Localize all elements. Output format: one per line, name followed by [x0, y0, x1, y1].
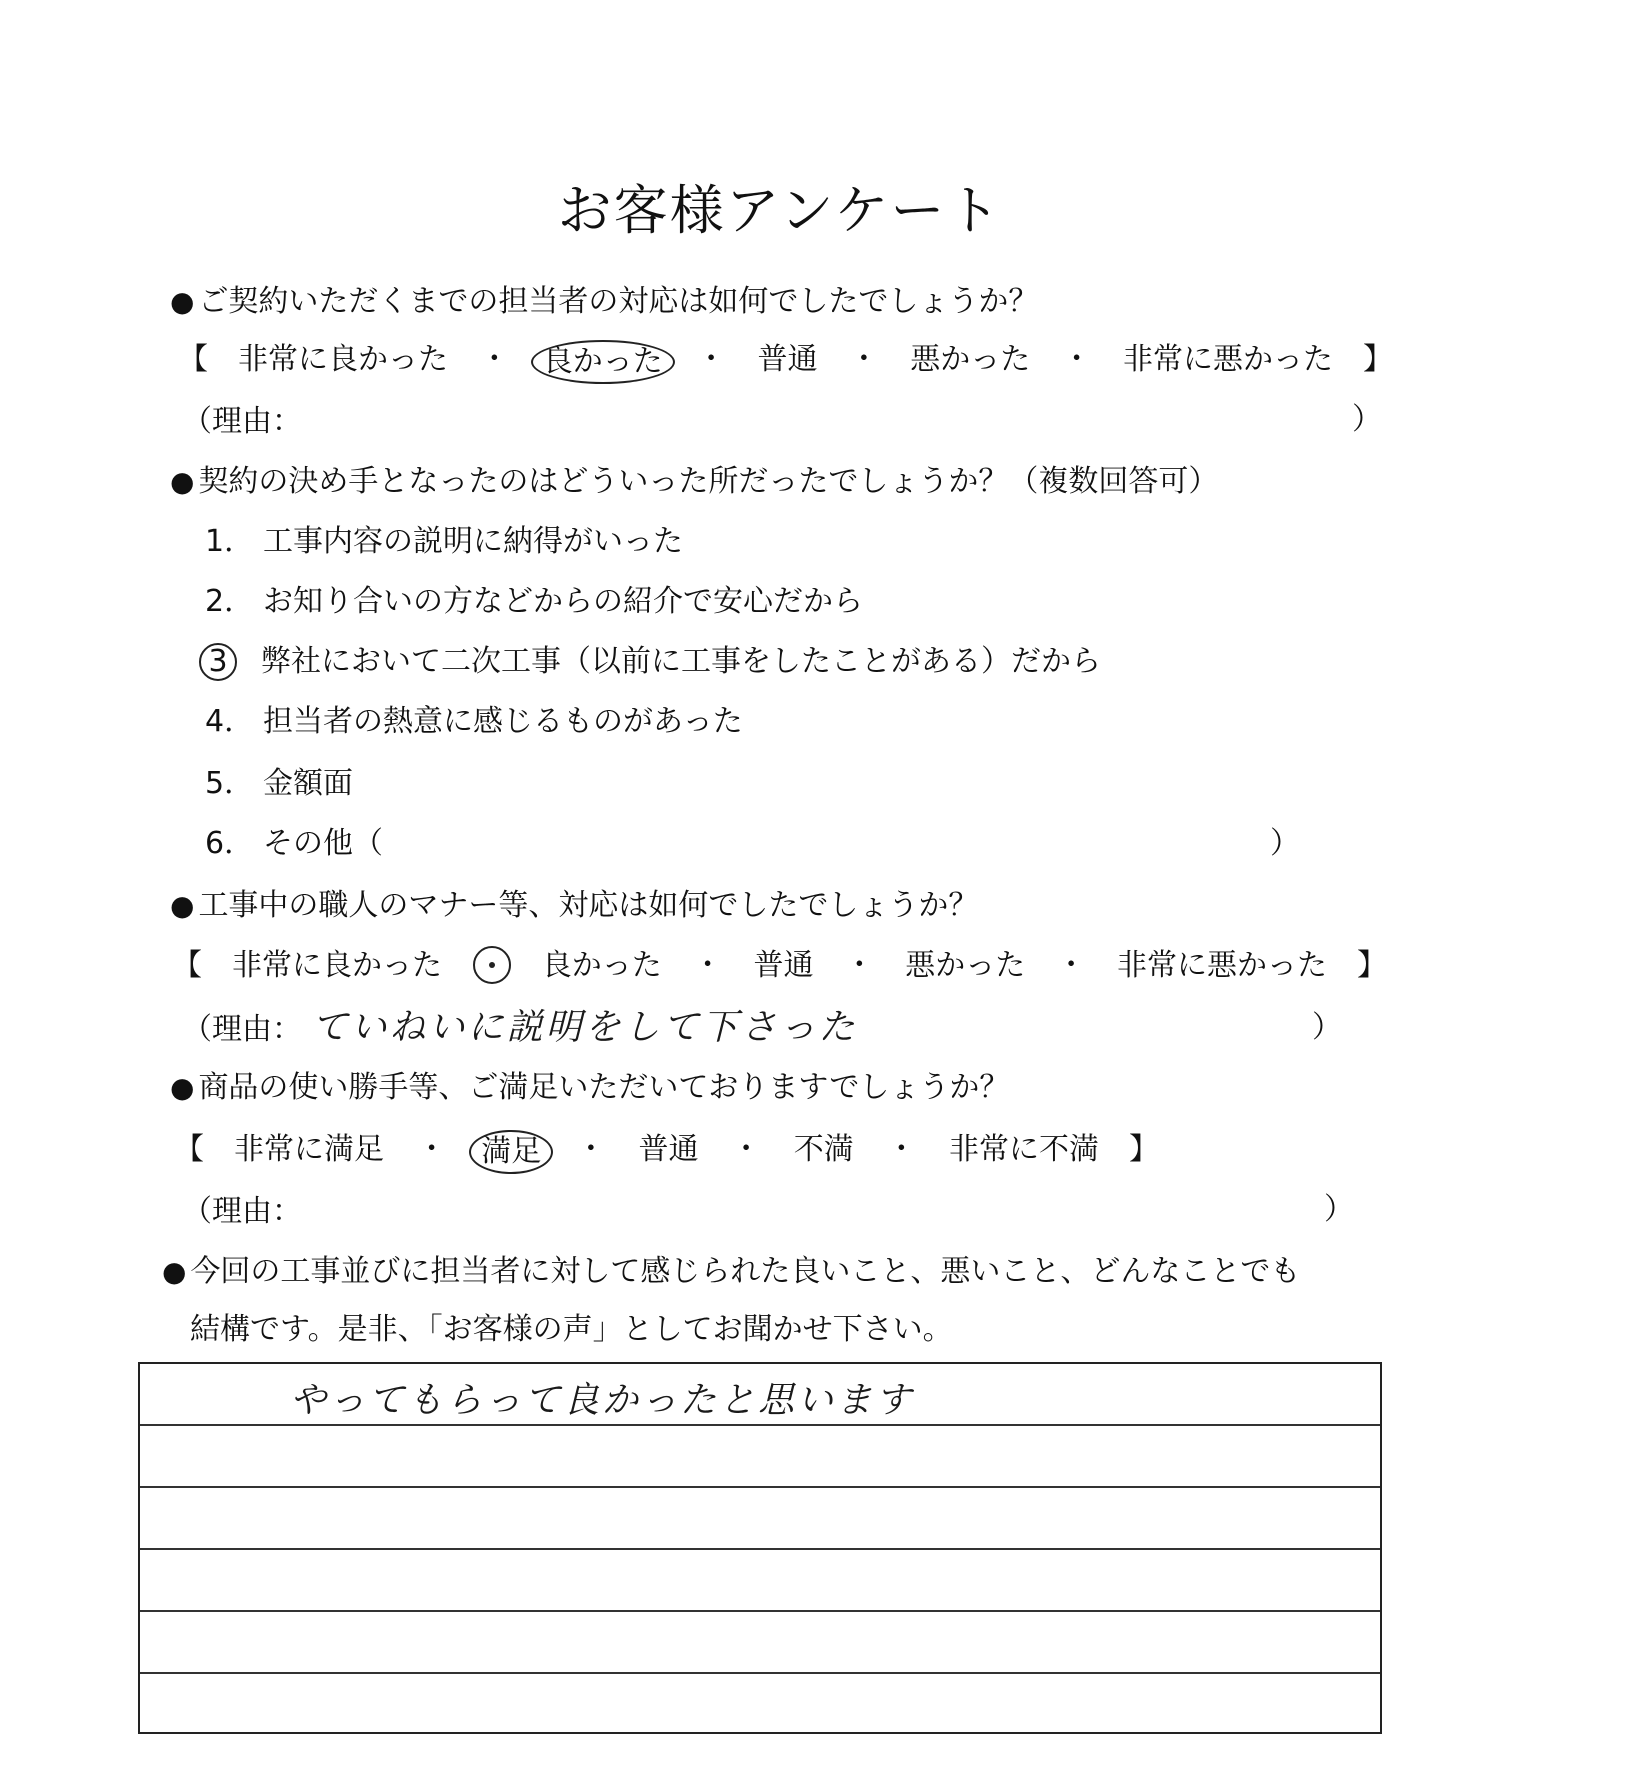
choice-normal[interactable]: 普通 — [753, 948, 814, 983]
choice-very-dissatisfied[interactable]: 非常に不満 】 — [949, 1132, 1159, 1167]
separator: ・ — [1056, 948, 1087, 983]
question-5-line-2 — [190, 1310, 953, 1350]
choice-normal[interactable]: 普通 — [638, 1132, 699, 1167]
option-2[interactable] — [205, 582, 863, 622]
bullet-icon: ● — [170, 285, 195, 318]
option-label: 弊社において二次工事（以前に工事をしたことがある）だから — [261, 644, 1101, 679]
reason-close: ） — [1324, 1192, 1354, 1227]
question-4-choices — [174, 1130, 1159, 1174]
choice-bad[interactable]: 悪かった — [910, 342, 1031, 377]
bullet-icon: ● — [170, 1071, 195, 1104]
option-label: 工事内容の説明に納得がいった — [263, 524, 683, 559]
question-2-text: 契約の決め手となったのはどういった所だったでしょうか？（複数回答可） — [198, 464, 1219, 499]
question-4 — [170, 1068, 1009, 1108]
option-4[interactable] — [205, 702, 743, 742]
choice-good-selected[interactable]: 良かった — [531, 340, 675, 384]
question-3-reason — [182, 1008, 1342, 1050]
comment-line — [140, 1612, 1380, 1674]
separator: ・ — [575, 1132, 606, 1167]
choice-good[interactable]: 良かった — [541, 948, 662, 983]
choice-very-bad[interactable]: 非常に悪かった 】 — [1117, 948, 1387, 983]
question-1-text: ご契約いただくまでの担当者の対応は如何でしたでしょうか？ — [198, 284, 1039, 319]
reason-label: （理由： — [182, 1012, 302, 1047]
question-5 — [162, 1252, 1300, 1292]
choice-dissatisfied[interactable]: 不満 — [793, 1132, 854, 1167]
comment-box[interactable] — [138, 1362, 1382, 1734]
option-number: 2． — [205, 584, 255, 619]
comment-line — [140, 1364, 1380, 1426]
reason-label: （理由： — [182, 404, 302, 439]
option-label: 担当者の熱意に感じるものがあった — [263, 704, 743, 739]
option-label: お知り合いの方などからの紹介で安心だから — [263, 584, 863, 619]
reason-close: ） — [1312, 1010, 1342, 1045]
choice-very-good[interactable]: 【 非常に良かった — [172, 948, 442, 983]
comment-line — [140, 1550, 1380, 1612]
question-3-text: 工事中の職人のマナー等、対応は如何でしたでしょうか？ — [198, 888, 979, 923]
reason-field[interactable]: ていねいに説明をして下さった — [311, 1007, 858, 1048]
option-number: 1． — [205, 524, 255, 559]
choice-very-good[interactable]: 【 非常に良かった — [178, 342, 448, 377]
separator: ・ — [886, 1132, 917, 1167]
option-number: 4． — [205, 704, 255, 739]
question-3 — [170, 886, 978, 926]
separator: ・ — [479, 342, 510, 377]
comment-text[interactable]: やってもらって良かったと思います — [290, 1380, 915, 1421]
option-number-circled: 3 — [199, 643, 237, 681]
choice-very-bad[interactable]: 非常に悪かった 】 — [1123, 342, 1393, 377]
question-5-text-line-2: 結構です。是非、「お客様の声」としてお聞かせ下さい。 — [190, 1312, 953, 1347]
option-3-selected[interactable] — [205, 642, 1101, 682]
choice-very-satisfied[interactable]: 【 非常に満足 — [174, 1132, 384, 1167]
separator: ・ — [696, 342, 727, 377]
bullet-icon: ● — [170, 465, 195, 498]
comment-line — [140, 1488, 1380, 1550]
choice-normal[interactable]: 普通 — [757, 342, 818, 377]
separator: ・ — [416, 1132, 447, 1167]
question-5-text-line-1: 今回の工事並びに担当者に対して感じられた良いこと、悪いこと、どんなことでも — [190, 1254, 1301, 1289]
option-label: 金額面 — [263, 766, 353, 801]
comment-line — [140, 1674, 1380, 1736]
bullet-icon: ● — [162, 1255, 187, 1288]
choice-bad[interactable]: 悪かった — [905, 948, 1026, 983]
question-4-text: 商品の使い勝手等、ご満足いただいておりますでしょうか？ — [198, 1070, 1010, 1105]
other-close: ） — [1270, 826, 1300, 861]
question-1-choices — [178, 340, 1393, 384]
separator: ・ — [848, 342, 879, 377]
option-label: その他（ — [263, 826, 383, 861]
reason-label: （理由： — [182, 1194, 302, 1229]
bullet-icon: ● — [170, 889, 195, 922]
separator: ・ — [731, 1132, 762, 1167]
separator: ・ — [692, 948, 723, 983]
choice-satisfied-selected[interactable]: 満足 — [469, 1130, 553, 1174]
question-1-reason — [182, 400, 1382, 442]
separator: ・ — [844, 948, 875, 983]
question-2 — [170, 462, 1218, 502]
page-title: お客様アンケート — [557, 179, 1003, 242]
comment-line — [140, 1426, 1380, 1488]
question-4-reason — [182, 1190, 1354, 1232]
reason-close: ） — [1352, 402, 1382, 437]
question-1 — [170, 282, 1038, 322]
option-5[interactable] — [205, 764, 353, 804]
question-3-choices — [172, 946, 1387, 986]
separator: ・ — [1061, 342, 1092, 377]
option-number: 5． — [205, 766, 255, 801]
circled-dot-mark-icon — [473, 946, 511, 984]
option-1[interactable] — [205, 522, 683, 562]
option-6[interactable] — [205, 824, 1300, 864]
option-number: 6． — [205, 826, 255, 861]
